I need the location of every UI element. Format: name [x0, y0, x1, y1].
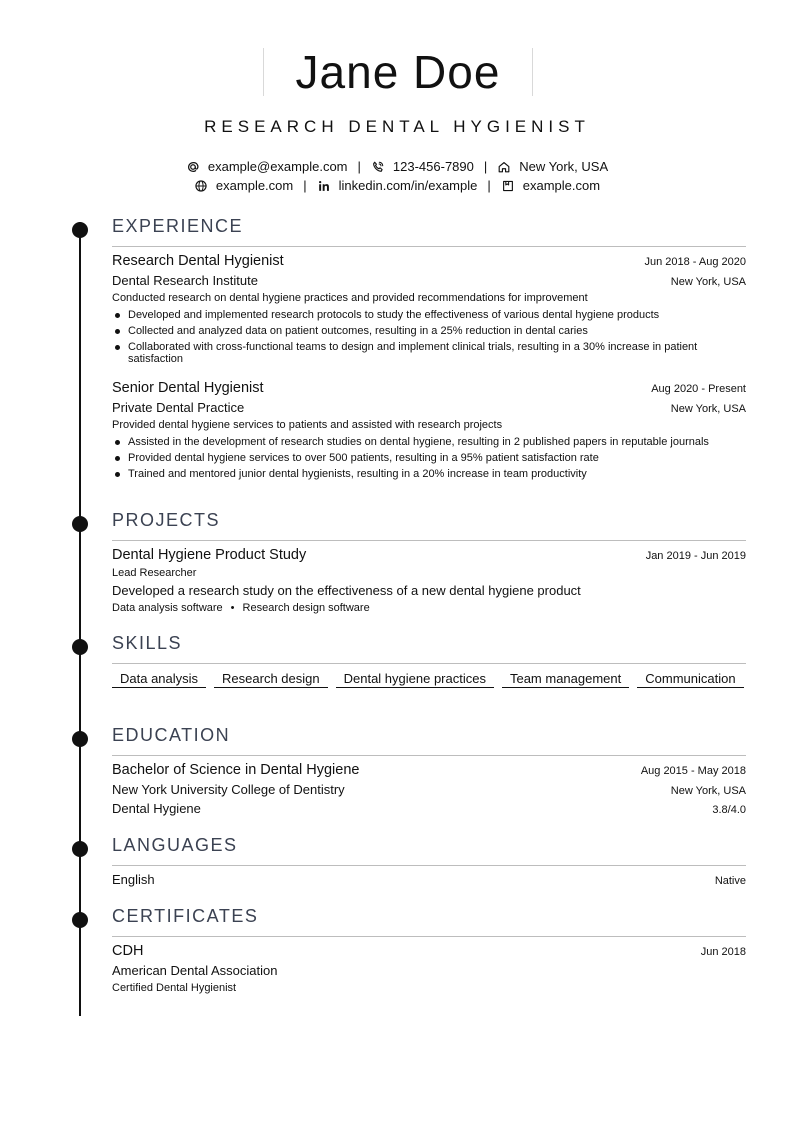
- location-text: New York, USA: [519, 159, 609, 174]
- list-item: Assisted in the development of research studies on dental hygiene, resulting in 2 published papers in reputable journals: [112, 436, 746, 448]
- portfolio-icon: [501, 179, 515, 193]
- contact-separator: |: [357, 159, 361, 174]
- education-1-header: [112, 762, 746, 778]
- contact-email[interactable]: [186, 159, 348, 174]
- project-dates: Jan 2019 - Jun 2019: [645, 550, 746, 562]
- linkedin-text: linkedin.com/in/example: [338, 178, 478, 193]
- list-item: Trained and mentored junior dental hygienists, resulting in a 20% increase in team productivity: [112, 468, 746, 480]
- timeline-line: [79, 222, 81, 1016]
- timeline-dot: [72, 912, 88, 928]
- portfolio-text: example.com: [522, 178, 601, 193]
- contact-separator: |: [303, 178, 307, 193]
- certificate-name: CDH: [112, 943, 144, 959]
- experience-2-header: [112, 380, 746, 396]
- experience-1-header: [112, 253, 746, 269]
- project-tool: Research design software: [242, 602, 370, 614]
- certificate-1-header: [112, 943, 746, 959]
- section-title-languages: LANGUAGES: [112, 835, 238, 855]
- section-title-education: EDUCATION: [112, 725, 231, 745]
- list-item: Collaborated with cross-functional teams to design and implement clinical trials, resulting in a 30% increase in patient satisfaction: [112, 341, 746, 365]
- skill-tag: Team management: [502, 671, 629, 688]
- list-item: Developed and implemented research protocols to study the effectiveness of various dental hygiene products: [112, 309, 746, 321]
- skill-tag: Data analysis: [112, 671, 206, 688]
- section-divider: [112, 246, 746, 247]
- contact-linkedin[interactable]: [317, 178, 478, 193]
- project-description: Developed a research study on the effectiveness of a new dental hygiene product: [112, 583, 581, 598]
- timeline-dot: [72, 516, 88, 532]
- section-title-experience: EXPERIENCE: [112, 216, 244, 236]
- tool-separator: •: [230, 602, 235, 614]
- project-tool: Data analysis software: [112, 602, 223, 614]
- skill-tag: Research design: [214, 671, 328, 688]
- certificate-date: Jun 2018: [700, 946, 746, 958]
- experience-dates: Aug 2020 - Present: [651, 383, 746, 395]
- experience-role: Research Dental Hygienist: [112, 253, 284, 269]
- experience-org: Dental Research Institute: [112, 273, 258, 288]
- skill-tag: Dental hygiene practices: [336, 671, 494, 688]
- globe-icon: [194, 179, 208, 193]
- contact-portfolio[interactable]: [501, 178, 600, 193]
- project-name: Dental Hygiene Product Study: [112, 547, 307, 563]
- education-field: Dental Hygiene: [112, 801, 201, 816]
- certificate-issuer: American Dental Association: [112, 963, 278, 978]
- project-role: Lead Researcher: [112, 567, 197, 579]
- language-name: English: [112, 872, 155, 887]
- language-row: [112, 872, 746, 887]
- contact-row-2: [0, 178, 794, 193]
- timeline-dot: [72, 639, 88, 655]
- experience-dates: Jun 2018 - Aug 2020: [644, 256, 746, 268]
- timeline-dot: [72, 731, 88, 747]
- section-divider: [112, 663, 746, 664]
- name-block: [263, 48, 533, 96]
- skills-list: [112, 671, 752, 693]
- contact-separator: |: [483, 159, 488, 174]
- section-title-certificates: CERTIFICATES: [112, 906, 259, 926]
- list-item: Provided dental hygiene services to over 500 patients, resulting in a 95% patient satisfaction rate: [112, 452, 746, 464]
- education-location: New York, USA: [670, 785, 746, 797]
- experience-location: New York, USA: [670, 403, 746, 415]
- phone-icon: [371, 160, 385, 174]
- experience-role: Senior Dental Hygienist: [112, 380, 264, 396]
- timeline-dot: [72, 222, 88, 238]
- contact-website[interactable]: [194, 178, 293, 193]
- website-text: example.com: [215, 178, 294, 193]
- job-title: RESEARCH DENTAL HYGIENIST: [204, 117, 590, 136]
- experience-summary: Provided dental hygiene services to patients and assisted with research projects: [112, 419, 503, 431]
- education-dates: Aug 2015 - May 2018: [640, 765, 746, 777]
- at-sign-icon: [186, 160, 200, 174]
- section-title-projects: PROJECTS: [112, 510, 221, 530]
- experience-summary: Conducted research on dental hygiene practices and provided recommendations for improvement: [112, 292, 588, 304]
- education-gpa: 3.8/4.0: [712, 804, 746, 816]
- language-level: Native: [714, 875, 746, 887]
- education-1-field: [112, 801, 746, 816]
- experience-2-bullets: [112, 436, 746, 484]
- education-degree: Bachelor of Science in Dental Hygiene: [112, 762, 360, 778]
- education-school: New York University College of Dentistry: [112, 782, 345, 797]
- experience-2-org: [112, 400, 746, 415]
- section-divider: [112, 936, 746, 937]
- experience-1-org: [112, 273, 746, 288]
- experience-org: Private Dental Practice: [112, 400, 245, 415]
- home-icon: [497, 160, 511, 174]
- section-divider: [112, 755, 746, 756]
- timeline-dot: [72, 841, 88, 857]
- list-item: Collected and analyzed data on patient outcomes, resulting in a 25% reduction in dental caries: [112, 325, 746, 337]
- certificate-detail: Certified Dental Hygienist: [112, 982, 237, 994]
- section-divider: [112, 540, 746, 541]
- email-text: example@example.com: [207, 159, 348, 174]
- contact-separator: |: [487, 178, 491, 193]
- contact-location: [497, 159, 608, 174]
- contact-phone[interactable]: [371, 159, 474, 174]
- project-1-header: [112, 547, 746, 563]
- contact-row-1: [0, 159, 794, 174]
- project-tools: [112, 602, 370, 614]
- linkedin-icon: [317, 179, 331, 193]
- phone-text: 123-456-7890: [392, 159, 474, 174]
- section-title-skills: SKILLS: [112, 633, 183, 653]
- skill-tag: Communication: [637, 671, 743, 688]
- experience-1-bullets: [112, 309, 746, 369]
- candidate-name: Jane Doe: [295, 46, 501, 98]
- section-divider: [112, 865, 746, 866]
- education-1-school: [112, 782, 746, 797]
- experience-location: New York, USA: [670, 276, 746, 288]
